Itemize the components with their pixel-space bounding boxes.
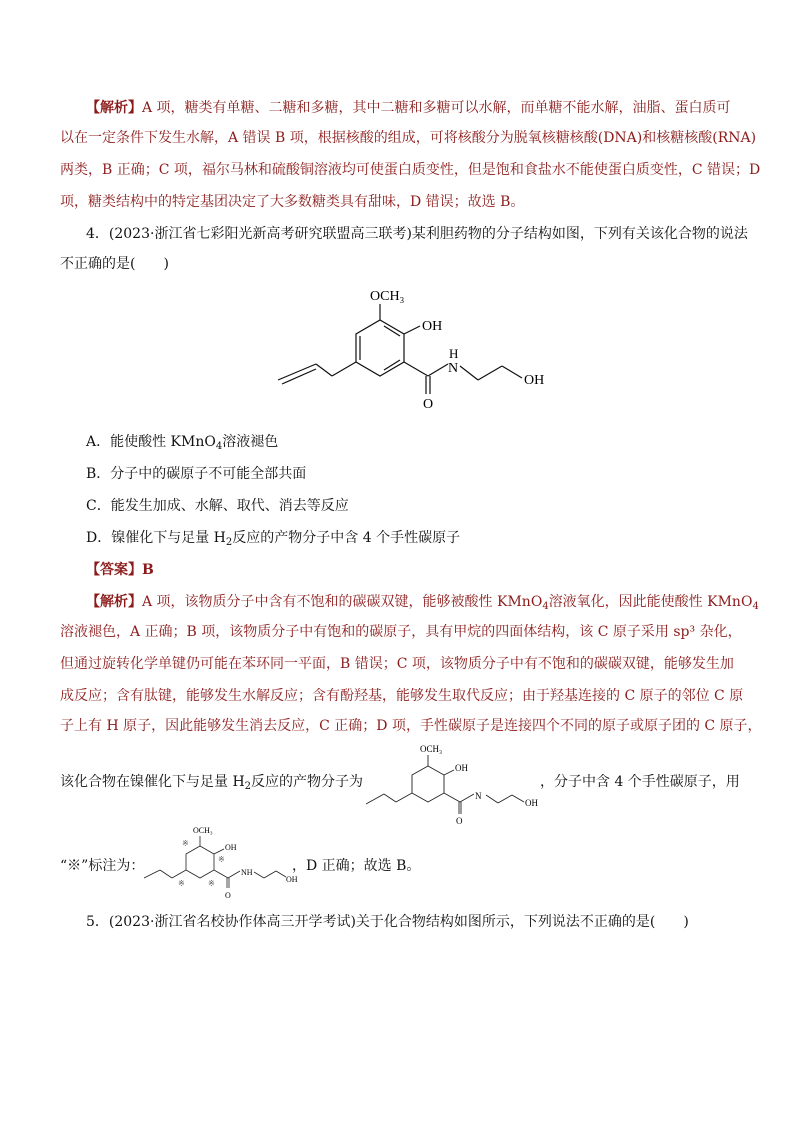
analysis-line: 溶液褪色，A 正确；B 项，该物质分子中有饱和的碳原子，具有甲烷的四面体结构，该 C 原子采用 sp³ 杂化， [60,624,742,640]
analysis-line [86,98,731,118]
chiral-mark: ※ [208,879,215,888]
analysis-line: 【解析】A 项，该物质分子中含有不饱和的碳碳双键，能够被酸性 KMnO$_4$溶液氧化，因此能使酸性 KMnO$_4$ [86,594,759,612]
analysis-line: 以在一定条件下发生水解，A 错误 B 项，根据核酸的组成，可将核酸分为脱氧核糖核酸(DNA)和核糖核酸(RNA) [60,130,757,146]
option-d: D．镍催化下与足量 $H_2$反应的产物分子中含 4 个手性碳原子 [86,530,461,548]
och3-label: OCH₃ [370,289,405,304]
product-structure-diagram [364,740,544,830]
oh-label: OH [525,798,538,808]
oh-label: OH [225,843,237,852]
question-stem: 5．(2023·浙江省名校协作体高三开学考试)关于化合物结构如图所示，下列说法不正确的是( ) [86,914,689,930]
och3-label: OCH₃ [420,744,443,754]
analysis-tag: 【解析】 [86,100,142,116]
analysis-line: 但通过旋转化学单键仍可能在苯环同一平面，B 错误；C 项，该物质分子中有不饱和的碳碳双键，能够发生加 [60,656,734,672]
benzene-ring [356,320,404,376]
analysis-line: ，分子中含 4 个手性碳原子，用 [540,774,740,790]
question-stem: 不正确的是( ) [60,256,169,272]
option-c: C．能发生加成、水解、取代、消去等反应 [86,498,349,514]
oh-label: OH [455,763,468,773]
chiral-mark: ※ [178,879,185,888]
chiral-mark: ※ [182,839,189,848]
analysis-text: A 项，糖类有单糖、二糖和多糖，其中二糖和多糖可以水解，而单糖不能水解，油脂、蛋白质可 [142,100,731,116]
analysis-tag: 【解析】 [86,594,142,610]
chiral-structure-diagram [138,822,298,902]
och3-label: OCH₃ [193,826,213,835]
question-stem: 4．(2023·浙江省七彩阳光新高考研究联盟高三联考)某利胆药物的分子结构如图，下列有关该化合物的说法 [86,226,748,242]
analysis-line: 该化合物在镍催化下与足量 $H_2$反应的产物分子为 [60,774,364,792]
chiral-mark: ※ [218,855,225,864]
o-label: O [423,397,434,410]
o-label: O [456,816,463,826]
option-b: B．分子中的碳原子不可能全部共面 [86,466,307,482]
option-a: A．能使酸性 KMnO$_4$溶液褪色 [86,434,279,452]
molecule-structure-diagram [260,280,560,410]
analysis-line: 两类，B 正确；C 项，福尔马林和硫酸铜溶液均可使蛋白质变性，但是饱和食盐水不能使蛋白质变性，C 错误；D [60,162,761,178]
n-label: N [448,361,459,376]
answer: 【答案】B [86,562,154,578]
n-label: NH [241,868,253,877]
analysis-line: ，D 正确；故选 B。 [292,858,421,874]
analysis-line: 项，糖类结构中的特定基团决定了大多数糖类具有甜味，D 错误；故选 B。 [60,194,525,210]
analysis-line: 子上有 H 原子，因此能够发生消去反应，C 正确；D 项，手性碳原子是连接四个不同的原子或原子团的 C 原子， [60,718,762,734]
o-label: O [225,891,231,900]
analysis-line: 成反应；含有肽键，能够发生水解反应；含有酚羟基，能够发生取代反应；由于羟基连接的 C 原子的邻位 C 原 [60,688,744,704]
h-label: H [449,346,459,361]
n-label: N [475,791,482,801]
oh-label: OH [524,373,545,388]
oh-label: OH [422,319,443,334]
oh-label: OH [286,875,298,884]
analysis-line: “※”标注为： [60,858,145,874]
